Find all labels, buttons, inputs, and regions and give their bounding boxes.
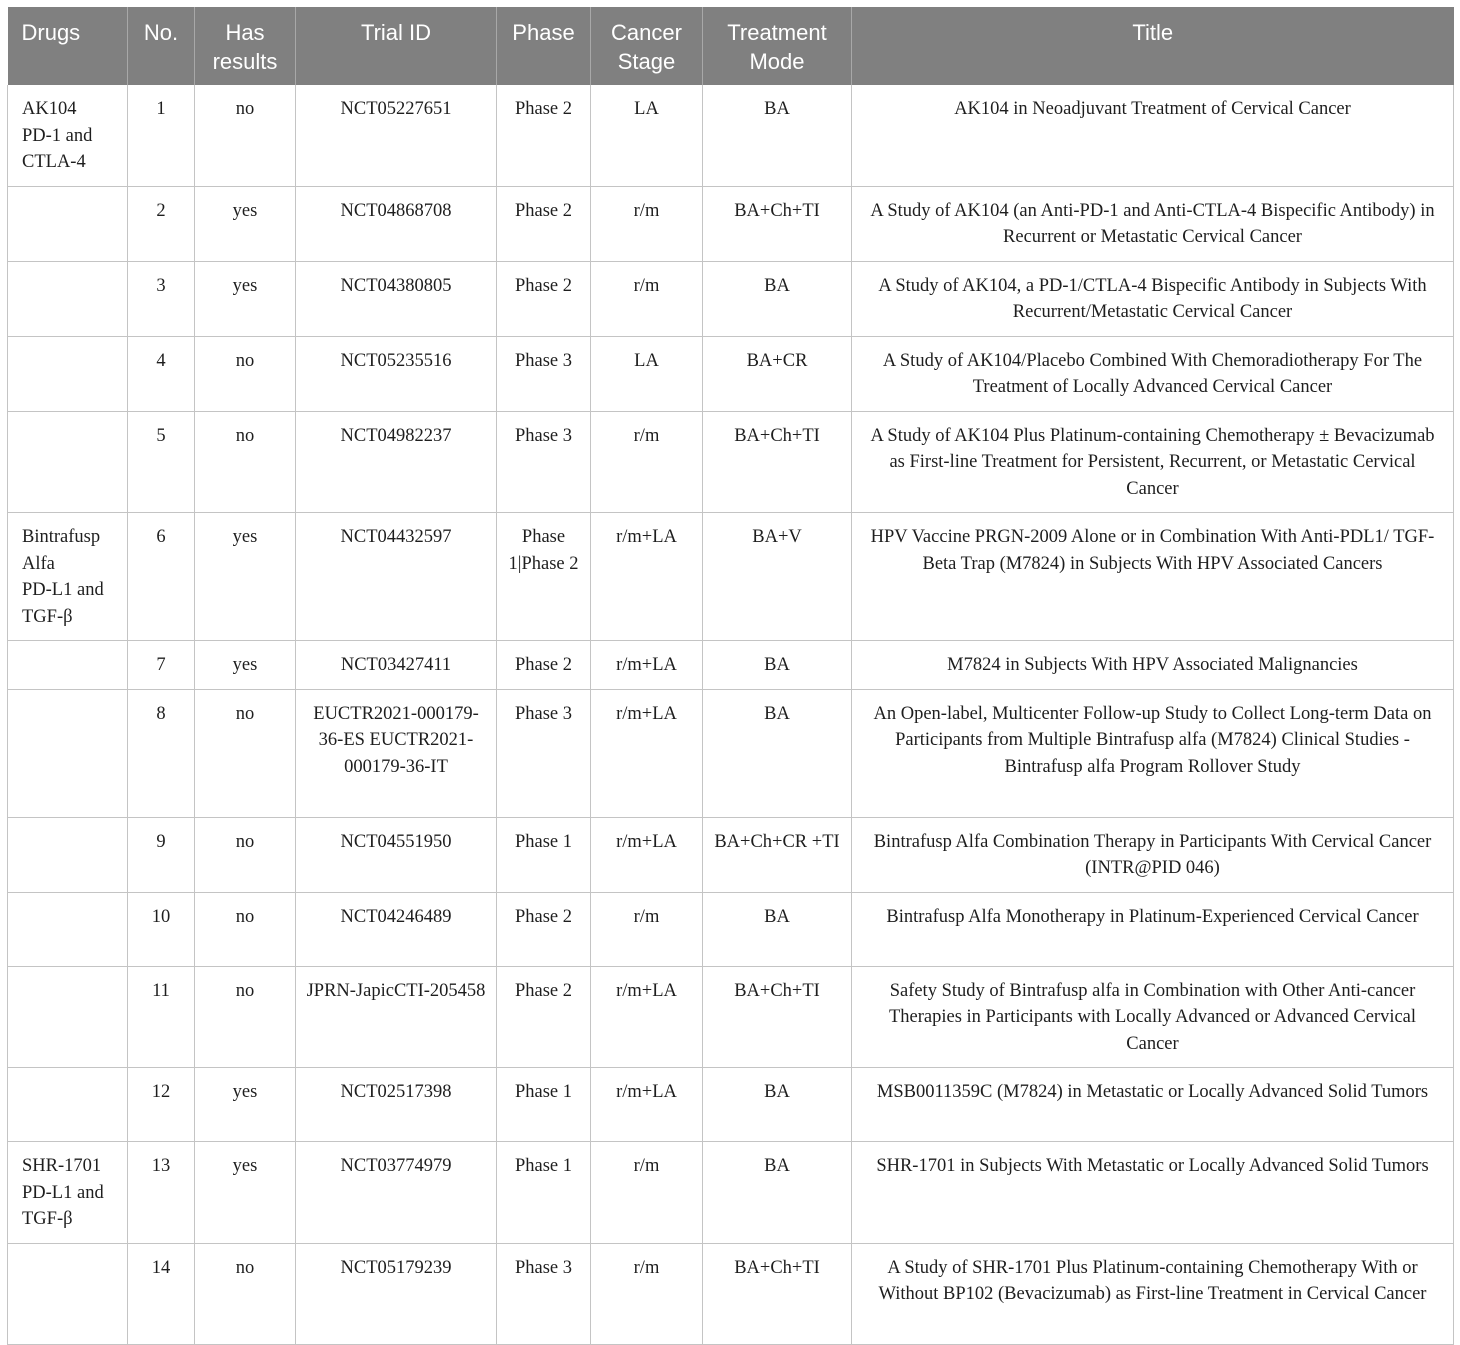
table-row bbox=[8, 1142, 1454, 1244]
header-row bbox=[8, 7, 1454, 85]
cell-title: A Study of AK104 (an Anti-PD-1 and Anti-CTLA-4 Bispecific Antibody) in Recurrent or Metastatic Cervical Cancer bbox=[852, 186, 1454, 261]
cell-has-results: no bbox=[195, 1243, 296, 1344]
cell-no: 10 bbox=[128, 892, 195, 966]
cell-title: A Study of AK104/Placebo Combined With Chemoradiotherapy For The Treatment of Locally Advanced Cervical Cancer bbox=[852, 336, 1454, 411]
cell-has-results: yes bbox=[195, 641, 296, 690]
cell-treatment-mode: BA+Ch+TI bbox=[703, 966, 852, 1068]
cell-has-results: yes bbox=[195, 1068, 296, 1142]
cell-no: 12 bbox=[128, 1068, 195, 1142]
cell-trial-id: NCT02517398 bbox=[296, 1068, 497, 1142]
cell-drug bbox=[8, 966, 128, 1068]
cell-phase: Phase 2 bbox=[497, 641, 591, 690]
cell-cancer-stage: r/m bbox=[591, 411, 703, 513]
cell-no: 3 bbox=[128, 261, 195, 336]
cell-no: 9 bbox=[128, 817, 195, 892]
cell-phase: Phase 1|Phase 2 bbox=[497, 513, 591, 641]
cell-no: 5 bbox=[128, 411, 195, 513]
cell-has-results: yes bbox=[195, 513, 296, 641]
cell-has-results: yes bbox=[195, 261, 296, 336]
cell-phase: Phase 2 bbox=[497, 892, 591, 966]
cell-treatment-mode: BA bbox=[703, 85, 852, 186]
cell-treatment-mode: BA bbox=[703, 1142, 852, 1244]
header-has-results: Has results bbox=[195, 7, 296, 85]
cell-title: Bintrafusp Alfa Monotherapy in Platinum-Experienced Cervical Cancer bbox=[852, 892, 1454, 966]
cell-phase: Phase 1 bbox=[497, 817, 591, 892]
cell-cancer-stage: r/m bbox=[591, 892, 703, 966]
cell-no: 11 bbox=[128, 966, 195, 1068]
cell-drug bbox=[8, 641, 128, 690]
cell-cancer-stage: r/m bbox=[591, 186, 703, 261]
cell-trial-id: NCT03774979 bbox=[296, 1142, 497, 1244]
cell-treatment-mode: BA bbox=[703, 641, 852, 690]
table-row bbox=[8, 85, 1454, 186]
cell-trial-id: NCT04868708 bbox=[296, 186, 497, 261]
cell-phase: Phase 3 bbox=[497, 689, 591, 817]
cell-cancer-stage: LA bbox=[591, 85, 703, 186]
cell-no: 14 bbox=[128, 1243, 195, 1344]
cell-treatment-mode: BA bbox=[703, 689, 852, 817]
cell-phase: Phase 2 bbox=[497, 261, 591, 336]
cell-phase: Phase 2 bbox=[497, 966, 591, 1068]
table-body bbox=[8, 85, 1454, 1344]
cell-drug: Bintrafusp Alfa PD-L1 and TGF-β bbox=[8, 513, 128, 641]
cell-cancer-stage: r/m bbox=[591, 1142, 703, 1244]
cell-title: MSB0011359C (M7824) in Metastatic or Locally Advanced Solid Tumors bbox=[852, 1068, 1454, 1142]
table-row bbox=[8, 689, 1454, 817]
cell-treatment-mode: BA bbox=[703, 1068, 852, 1142]
cell-drug bbox=[8, 186, 128, 261]
table-header bbox=[8, 7, 1454, 85]
header-cancer-stage: Cancer Stage bbox=[591, 7, 703, 85]
cell-treatment-mode: BA+Ch+TI bbox=[703, 1243, 852, 1344]
table-row bbox=[8, 966, 1454, 1068]
cell-has-results: no bbox=[195, 892, 296, 966]
cell-cancer-stage: r/m+LA bbox=[591, 1068, 703, 1142]
cell-drug bbox=[8, 689, 128, 817]
cell-trial-id: NCT05227651 bbox=[296, 85, 497, 186]
table-row bbox=[8, 892, 1454, 966]
cell-no: 4 bbox=[128, 336, 195, 411]
cell-phase: Phase 2 bbox=[497, 85, 591, 186]
cell-cancer-stage: r/m+LA bbox=[591, 966, 703, 1068]
table-row bbox=[8, 411, 1454, 513]
cell-treatment-mode: BA+V bbox=[703, 513, 852, 641]
cell-title: Bintrafusp Alfa Combination Therapy in Participants With Cervical Cancer (INTR@PID 046) bbox=[852, 817, 1454, 892]
header-no: No. bbox=[128, 7, 195, 85]
cell-trial-id: EUCTR2021-000179-36-ES EUCTR2021-000179-36-IT bbox=[296, 689, 497, 817]
cell-cancer-stage: r/m bbox=[591, 261, 703, 336]
cell-title: HPV Vaccine PRGN-2009 Alone or in Combination With Anti-PDL1/ TGF-Beta Trap (M7824) in Subjects With HPV Associated Cancers bbox=[852, 513, 1454, 641]
cell-has-results: no bbox=[195, 411, 296, 513]
cell-treatment-mode: BA bbox=[703, 892, 852, 966]
cell-phase: Phase 1 bbox=[497, 1068, 591, 1142]
cell-trial-id: JPRN-JapicCTI-205458 bbox=[296, 966, 497, 1068]
cell-treatment-mode: BA+CR bbox=[703, 336, 852, 411]
cell-drug bbox=[8, 1243, 128, 1344]
cell-cancer-stage: r/m+LA bbox=[591, 513, 703, 641]
cell-drug bbox=[8, 1068, 128, 1142]
cell-no: 13 bbox=[128, 1142, 195, 1244]
table-row bbox=[8, 186, 1454, 261]
table-row bbox=[8, 1243, 1454, 1344]
cell-cancer-stage: r/m bbox=[591, 1243, 703, 1344]
cell-trial-id: NCT05179239 bbox=[296, 1243, 497, 1344]
cell-title: M7824 in Subjects With HPV Associated Malignancies bbox=[852, 641, 1454, 690]
cell-phase: Phase 3 bbox=[497, 1243, 591, 1344]
cell-phase: Phase 1 bbox=[497, 1142, 591, 1244]
cell-drug: SHR-1701 PD-L1 and TGF-β bbox=[8, 1142, 128, 1244]
cell-no: 7 bbox=[128, 641, 195, 690]
cell-trial-id: NCT04246489 bbox=[296, 892, 497, 966]
cell-treatment-mode: BA+Ch+CR +TI bbox=[703, 817, 852, 892]
header-drugs: Drugs bbox=[8, 7, 128, 85]
cell-cancer-stage: LA bbox=[591, 336, 703, 411]
cell-trial-id: NCT03427411 bbox=[296, 641, 497, 690]
cell-title: A Study of AK104 Plus Platinum-containing Chemotherapy ± Bevacizumab as First-line Treatment for Persistent, Recurrent, or Metastatic Cervical Cancer bbox=[852, 411, 1454, 513]
cell-title: A Study of SHR-1701 Plus Platinum-containing Chemotherapy With or Without BP102 (Bevacizumab) as First-line Treatment in Cervical Cancer bbox=[852, 1243, 1454, 1344]
cell-drug bbox=[8, 336, 128, 411]
cell-treatment-mode: BA bbox=[703, 261, 852, 336]
clinical-trials-table bbox=[7, 7, 1454, 1345]
cell-no: 2 bbox=[128, 186, 195, 261]
cell-cancer-stage: r/m+LA bbox=[591, 641, 703, 690]
cell-phase: Phase 3 bbox=[497, 336, 591, 411]
cell-drug: AK104 PD-1 and CTLA-4 bbox=[8, 85, 128, 186]
table-row bbox=[8, 261, 1454, 336]
cell-title: Safety Study of Bintrafusp alfa in Combination with Other Anti-cancer Therapies in Participants with Locally Advanced or Advanced Cervical Cancer bbox=[852, 966, 1454, 1068]
cell-drug bbox=[8, 892, 128, 966]
cell-has-results: no bbox=[195, 817, 296, 892]
table-row bbox=[8, 1068, 1454, 1142]
cell-title: AK104 in Neoadjuvant Treatment of Cervical Cancer bbox=[852, 85, 1454, 186]
cell-no: 1 bbox=[128, 85, 195, 186]
cell-drug bbox=[8, 817, 128, 892]
table-row bbox=[8, 513, 1454, 641]
cell-has-results: no bbox=[195, 336, 296, 411]
cell-drug bbox=[8, 261, 128, 336]
header-phase: Phase bbox=[497, 7, 591, 85]
cell-trial-id: NCT04982237 bbox=[296, 411, 497, 513]
header-trial-id: Trial ID bbox=[296, 7, 497, 85]
cell-phase: Phase 2 bbox=[497, 186, 591, 261]
cell-has-results: no bbox=[195, 85, 296, 186]
cell-has-results: yes bbox=[195, 1142, 296, 1244]
cell-has-results: no bbox=[195, 966, 296, 1068]
cell-trial-id: NCT04380805 bbox=[296, 261, 497, 336]
cell-trial-id: NCT04432597 bbox=[296, 513, 497, 641]
cell-title: A Study of AK104, a PD-1/CTLA-4 Bispecific Antibody in Subjects With Recurrent/Metastatic Cervical Cancer bbox=[852, 261, 1454, 336]
cell-title: SHR-1701 in Subjects With Metastatic or Locally Advanced Solid Tumors bbox=[852, 1142, 1454, 1244]
cell-cancer-stage: r/m+LA bbox=[591, 817, 703, 892]
cell-drug bbox=[8, 411, 128, 513]
cell-phase: Phase 3 bbox=[497, 411, 591, 513]
table-row bbox=[8, 817, 1454, 892]
cell-has-results: yes bbox=[195, 186, 296, 261]
table-row bbox=[8, 336, 1454, 411]
cell-treatment-mode: BA+Ch+TI bbox=[703, 411, 852, 513]
cell-trial-id: NCT05235516 bbox=[296, 336, 497, 411]
cell-cancer-stage: r/m+LA bbox=[591, 689, 703, 817]
cell-has-results: no bbox=[195, 689, 296, 817]
table-row bbox=[8, 641, 1454, 690]
header-title: Title bbox=[852, 7, 1454, 85]
cell-no: 8 bbox=[128, 689, 195, 817]
header-treatment-mode: Treatment Mode bbox=[703, 7, 852, 85]
cell-title: An Open-label, Multicenter Follow-up Study to Collect Long-term Data on Participants from Multiple Bintrafusp alfa (M7824) Clinical Studies - Bintrafusp alfa Program Rollover Study bbox=[852, 689, 1454, 817]
cell-trial-id: NCT04551950 bbox=[296, 817, 497, 892]
cell-treatment-mode: BA+Ch+TI bbox=[703, 186, 852, 261]
cell-no: 6 bbox=[128, 513, 195, 641]
